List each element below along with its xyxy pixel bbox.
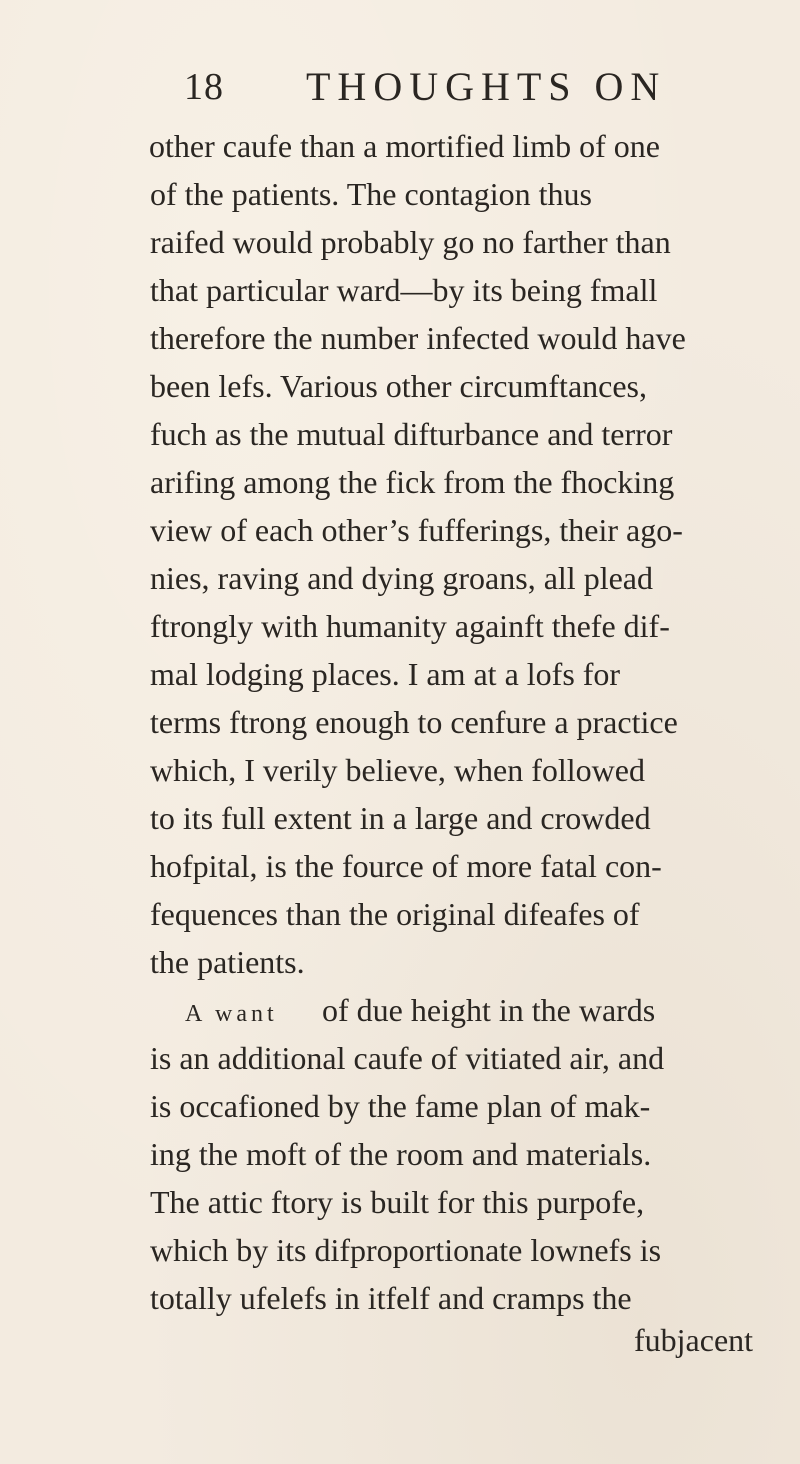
line-text: of due height in the wards [322, 992, 656, 1028]
line-text: terms ftrong enough to cenfure a practice [150, 704, 678, 740]
text-line [0, 458, 800, 506]
line-text: other caufe than a mortified limb of one [149, 128, 660, 164]
text-line [0, 410, 800, 458]
line-text: which by its difproportionate lownefs is [150, 1232, 662, 1268]
catchword: fubjacent [634, 1322, 754, 1358]
text-line [0, 1178, 800, 1226]
text-line [0, 122, 800, 170]
text-line [0, 554, 800, 602]
line-text: been lefs. Various other circumftances, [150, 368, 647, 404]
line-text: to its full extent in a large and crowded [150, 800, 651, 836]
text-line [0, 218, 800, 266]
line-text: fuch as the mutual difturbance and terror [150, 416, 673, 452]
paragraph-start-line [0, 986, 800, 1034]
line-text: which, I verily believe, when followed [150, 752, 645, 788]
text-line [0, 746, 800, 794]
line-text: arifing among the fick from the fhocking [150, 464, 675, 500]
text-line [0, 1274, 800, 1322]
line-text: hofpital, is the fource of more fatal con- [150, 848, 662, 884]
small-caps-opening: A want [185, 1001, 278, 1027]
line-text: raifed would probably go no farther than [150, 224, 671, 260]
running-head [0, 64, 800, 114]
page-number: 18 [184, 66, 224, 108]
line-text: ftrongly with humanity againft thefe dif- [150, 608, 670, 644]
line-text: totally ufelefs in itfelf and cramps the [150, 1280, 632, 1316]
text-line [0, 266, 800, 314]
running-title: THOUGHTS ON [306, 64, 667, 109]
text-line [0, 650, 800, 698]
text-line [0, 1034, 800, 1082]
line-text: ing the moft of the room and materials. [150, 1136, 652, 1172]
text-line [0, 1130, 800, 1178]
text-line [0, 506, 800, 554]
line-text: is occafioned by the fame plan of mak- [150, 1088, 651, 1124]
line-text: mal lodging places. I am at a lofs for [150, 656, 621, 692]
line-text: therefore the number infected would have [150, 320, 686, 356]
text-line [0, 890, 800, 938]
line-text: nies, raving and dying groans, all plead [150, 560, 653, 596]
text-line [0, 698, 800, 746]
text-line [0, 362, 800, 410]
text-line [0, 1226, 800, 1274]
line-text: is an additional caufe of vitiated air, and [150, 1040, 665, 1076]
line-text: fequences than the original difeafes of [150, 896, 640, 932]
line-text: view of each other’s fufferings, their ago- [150, 512, 683, 548]
text-line [0, 842, 800, 890]
line-text: that particular ward—by its being fmall [150, 272, 658, 308]
text-line [0, 314, 800, 362]
line-text: of the patients. The contagion thus [150, 176, 592, 212]
text-line [0, 938, 800, 986]
text-line [0, 794, 800, 842]
line-text: the patients. [150, 944, 305, 980]
line-text: The attic ftory is built for this purpofe, [150, 1184, 645, 1220]
text-line [0, 1082, 800, 1130]
text-line [0, 602, 800, 650]
text-line [0, 170, 800, 218]
